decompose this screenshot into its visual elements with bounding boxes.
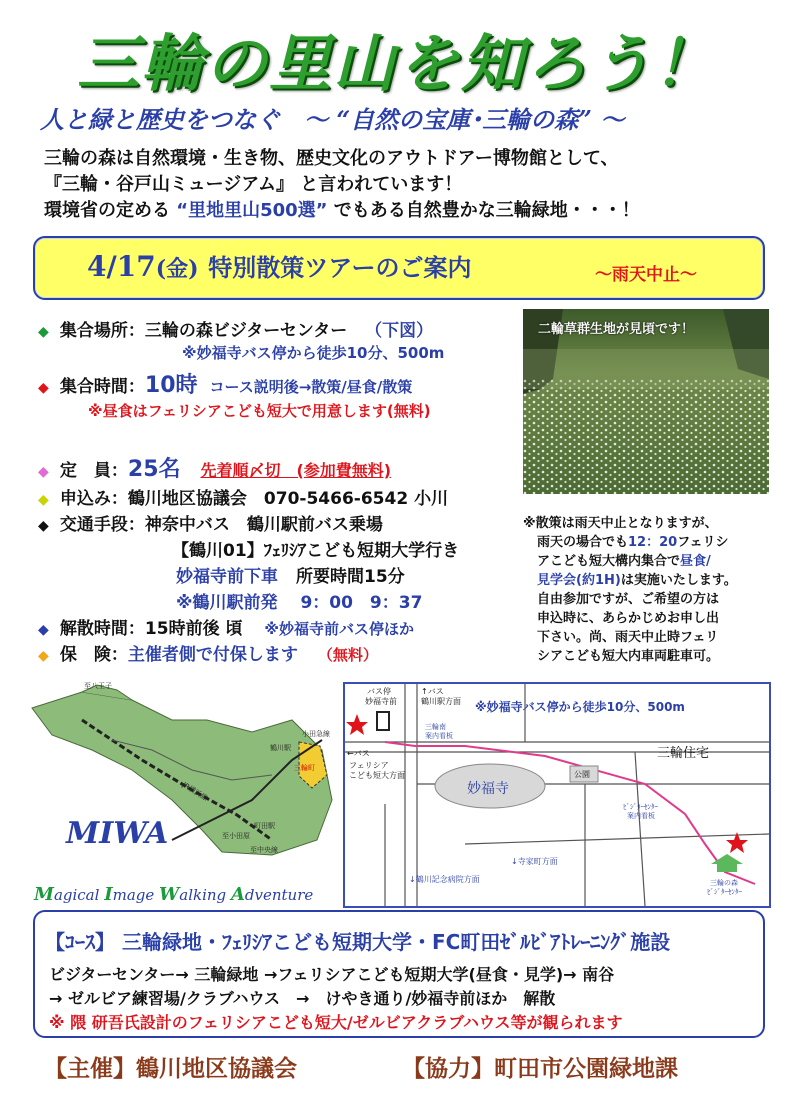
insurance-note: （無料） <box>317 646 378 664</box>
route-dir-tsurukawa: ↓鶴川記念病院方面 <box>409 875 480 884</box>
miwa-logo-title: MIWA <box>66 816 169 851</box>
note-text: は実施いたします。 <box>620 573 737 588</box>
info-transport <box>38 510 383 535</box>
transport-line-4: ※鶴川駅前発 9：00 9：37 <box>176 593 423 613</box>
logo-word: mage <box>112 886 160 904</box>
meet-note: （下図） <box>365 321 434 341</box>
banner-title: 特別散策ツアーのご案内 <box>208 253 472 282</box>
photo-caption: 二輪草群生地が見頃です！ <box>538 322 695 337</box>
banner-rain-note: ～雨天中止～ <box>595 265 697 285</box>
intro-line-3-pre: 環境省の定める <box>44 200 177 221</box>
route-map-drawing <box>345 684 769 906</box>
area-label: 至八王子 <box>84 682 112 690</box>
route-visitor-sign-2: 案内看板 <box>627 812 655 820</box>
note-line: 申込時に、あらかじめお申し出 <box>537 611 720 626</box>
route-bus-stop-name: 妙福寺前 <box>365 697 397 706</box>
intro-highlight: “里地里山500選” <box>176 200 328 221</box>
route-left-bus-3: こども短大方面 <box>349 771 405 780</box>
route-map <box>343 682 771 908</box>
route-bus-dir-2: 鶴川駅方面 <box>421 697 461 706</box>
note-text: フェリシ <box>677 535 729 550</box>
end-value: 15時前後 頃 <box>144 619 243 639</box>
route-dir-teraie: ↓寺家町方面 <box>511 857 558 866</box>
miwa-logo-subtitle <box>34 884 313 905</box>
course-line-2: → ゼルビア練習場/クラブハウス → けやき通り/妙福寺前ほか 解散 <box>49 989 556 1008</box>
note-line: シアこども短大内車両駐車可。 <box>537 649 720 664</box>
area-label: JR横浜線 <box>180 780 209 803</box>
apply-value: 鶴川地区協議会 070-5466-6542 小川 <box>127 489 449 509</box>
diamond-icon: ◆ <box>38 380 49 396</box>
end-note: ※妙福寺前バス停ほか <box>264 620 415 638</box>
route-walk-note: ※妙福寺バス停から徒歩10分、500m <box>475 700 685 714</box>
time-label: 集合時間： <box>59 377 145 397</box>
transport-duration: 所要時間15分 <box>296 567 405 587</box>
info-end <box>38 614 414 639</box>
transport-line-2: 【鶴川01】ﾌｪﾘｼｱこども短期大学行き <box>172 541 460 561</box>
note-text: アこども短大構内集合で <box>537 554 681 569</box>
footer-cooperation: 【協力】町田市公園緑地課 <box>402 1056 678 1082</box>
diamond-icon: ◆ <box>38 464 49 480</box>
area-label: 小田急線 <box>302 730 330 738</box>
banner-date: 4/17 <box>87 250 156 283</box>
banner-text <box>87 248 472 283</box>
diamond-icon: ◆ <box>38 518 49 534</box>
footer-host: 【主催】鶴川地区協議会 <box>44 1056 297 1082</box>
diamond-icon: ◆ <box>38 622 49 638</box>
course-line-1: ビジターセンター→ 三輪緑地 →フェリシアこども短期大学(昼食・見学)→ 南谷 <box>49 965 615 984</box>
course-line-3: ※ 隈 研吾氏設計のフェリシアこども短大/ゼルビアクラブハウス等が観られます <box>49 1013 623 1032</box>
route-left-bus: ←バス <box>347 749 370 758</box>
logo-initial: M <box>34 884 54 905</box>
info-capacity <box>38 452 391 483</box>
course-box <box>33 910 765 1038</box>
transport-stop: 妙福寺前下車 <box>176 567 278 587</box>
area-label: 三輪町 <box>294 764 315 772</box>
banner-dow: (金) <box>155 256 199 282</box>
note-line: 下さい。尚、雨天中止時フェリ <box>537 630 719 645</box>
insurance-value: 主催者側で付保します <box>127 645 298 665</box>
meet-value: 三輪の森ビジターセンター <box>144 321 348 341</box>
transport-value: 神奈中バス 鶴川駅前バス乗場 <box>144 515 383 535</box>
route-park: 公園 <box>574 770 590 779</box>
route-temple: 妙福寺 <box>467 781 509 797</box>
time-sub: ※昼食はフェリシアこども短大で用意します(無料) <box>88 402 431 420</box>
info-meet <box>38 316 433 341</box>
end-label: 解散時間： <box>59 619 145 639</box>
tour-banner <box>33 236 765 300</box>
note-line <box>523 533 773 552</box>
note-line: 自由参加ですが、ご希望の方は <box>537 592 720 607</box>
meet-sub: ※妙福寺バス停から徒歩10分、500m <box>182 344 445 362</box>
capacity-value: 25名 <box>127 457 181 482</box>
area-label: 町田駅 <box>254 822 275 830</box>
route-left-bus-2: フェリシア <box>349 761 389 770</box>
intro-line-3-post: でもある自然豊かな三輪緑地・・・！ <box>327 200 640 221</box>
note-line <box>523 552 773 571</box>
route-residence: 三輪住宅 <box>657 746 710 761</box>
intro-line-3 <box>44 198 640 224</box>
area-label: 至小田原 <box>222 832 250 840</box>
route-bus-dir: ↑バス <box>421 687 444 696</box>
transport-line-3 <box>176 562 405 587</box>
route-forest-2: ﾋﾞｼﾞﾀｰｾﾝﾀｰ <box>707 888 742 896</box>
info-apply <box>38 484 448 509</box>
logo-word: alking <box>179 886 231 904</box>
note-text: 雨天の場合でも <box>537 535 629 550</box>
meet-label: 集合場所： <box>59 321 145 341</box>
intro-line-2: 『三輪・谷戸山ミュージアム』 と言われています！ <box>44 174 463 195</box>
note-line: ※散策は雨天中止となりますが、 <box>523 516 718 531</box>
route-sign-1b: 案内看板 <box>425 732 453 740</box>
time-note: コース説明後→散策/昼食/散策 <box>209 378 413 396</box>
diamond-icon: ◆ <box>38 648 49 664</box>
capacity-label: 定 員： <box>59 461 128 481</box>
logo-word: agical <box>53 886 105 904</box>
note-line <box>523 571 773 590</box>
rain-note <box>523 514 773 666</box>
area-label: 鶴川駅 <box>270 744 291 752</box>
capacity-note: 先着順〆切 (参加費無料) <box>200 461 392 480</box>
route-sign-1: 三輪南 <box>425 723 446 731</box>
diamond-icon: ◆ <box>38 324 49 340</box>
note-highlight: 見学会(約1H) <box>537 573 621 588</box>
note-highlight: 昼食/ <box>680 554 711 569</box>
course-title: 【ｺｰｽ】 三輪緑地・ﾌｪﾘｼｱこども短期大学・FC町田ｾﾞﾙﾋﾞｱﾄﾚｰﾆﾝｸﾞ施設 <box>45 930 671 954</box>
logo-word: dventure <box>244 886 314 904</box>
route-visitor-sign: ﾋﾞｼﾞﾀｰｾﾝﾀｰ <box>623 803 658 811</box>
logo-initial: A <box>230 884 245 905</box>
transport-label: 交通手段： <box>59 515 145 535</box>
logo-initial: W <box>159 884 180 905</box>
note-time: 12：20 <box>628 535 678 550</box>
info-time <box>38 368 412 399</box>
info-insurance <box>38 640 378 665</box>
page-subtitle: 人と緑と歴史をつなぐ ～ “自然の宝庫･三輪の森” ～ <box>40 105 625 134</box>
insurance-label: 保 険： <box>59 645 128 665</box>
logo-initial: I <box>104 884 113 905</box>
apply-label: 申込み： <box>59 489 128 509</box>
route-bus-stop: バス停 <box>367 687 391 696</box>
route-forest: 三輪の森 <box>710 879 738 887</box>
intro-line-1: 三輪の森は自然環境・生き物、歴史文化のアウトドアー博物館として、 <box>44 148 619 169</box>
time-value: 10時 <box>144 373 198 398</box>
page-title: 三輪の里山を知ろう！ <box>76 27 717 100</box>
area-label: 至中央線 <box>250 846 278 854</box>
diamond-icon: ◆ <box>38 492 49 508</box>
